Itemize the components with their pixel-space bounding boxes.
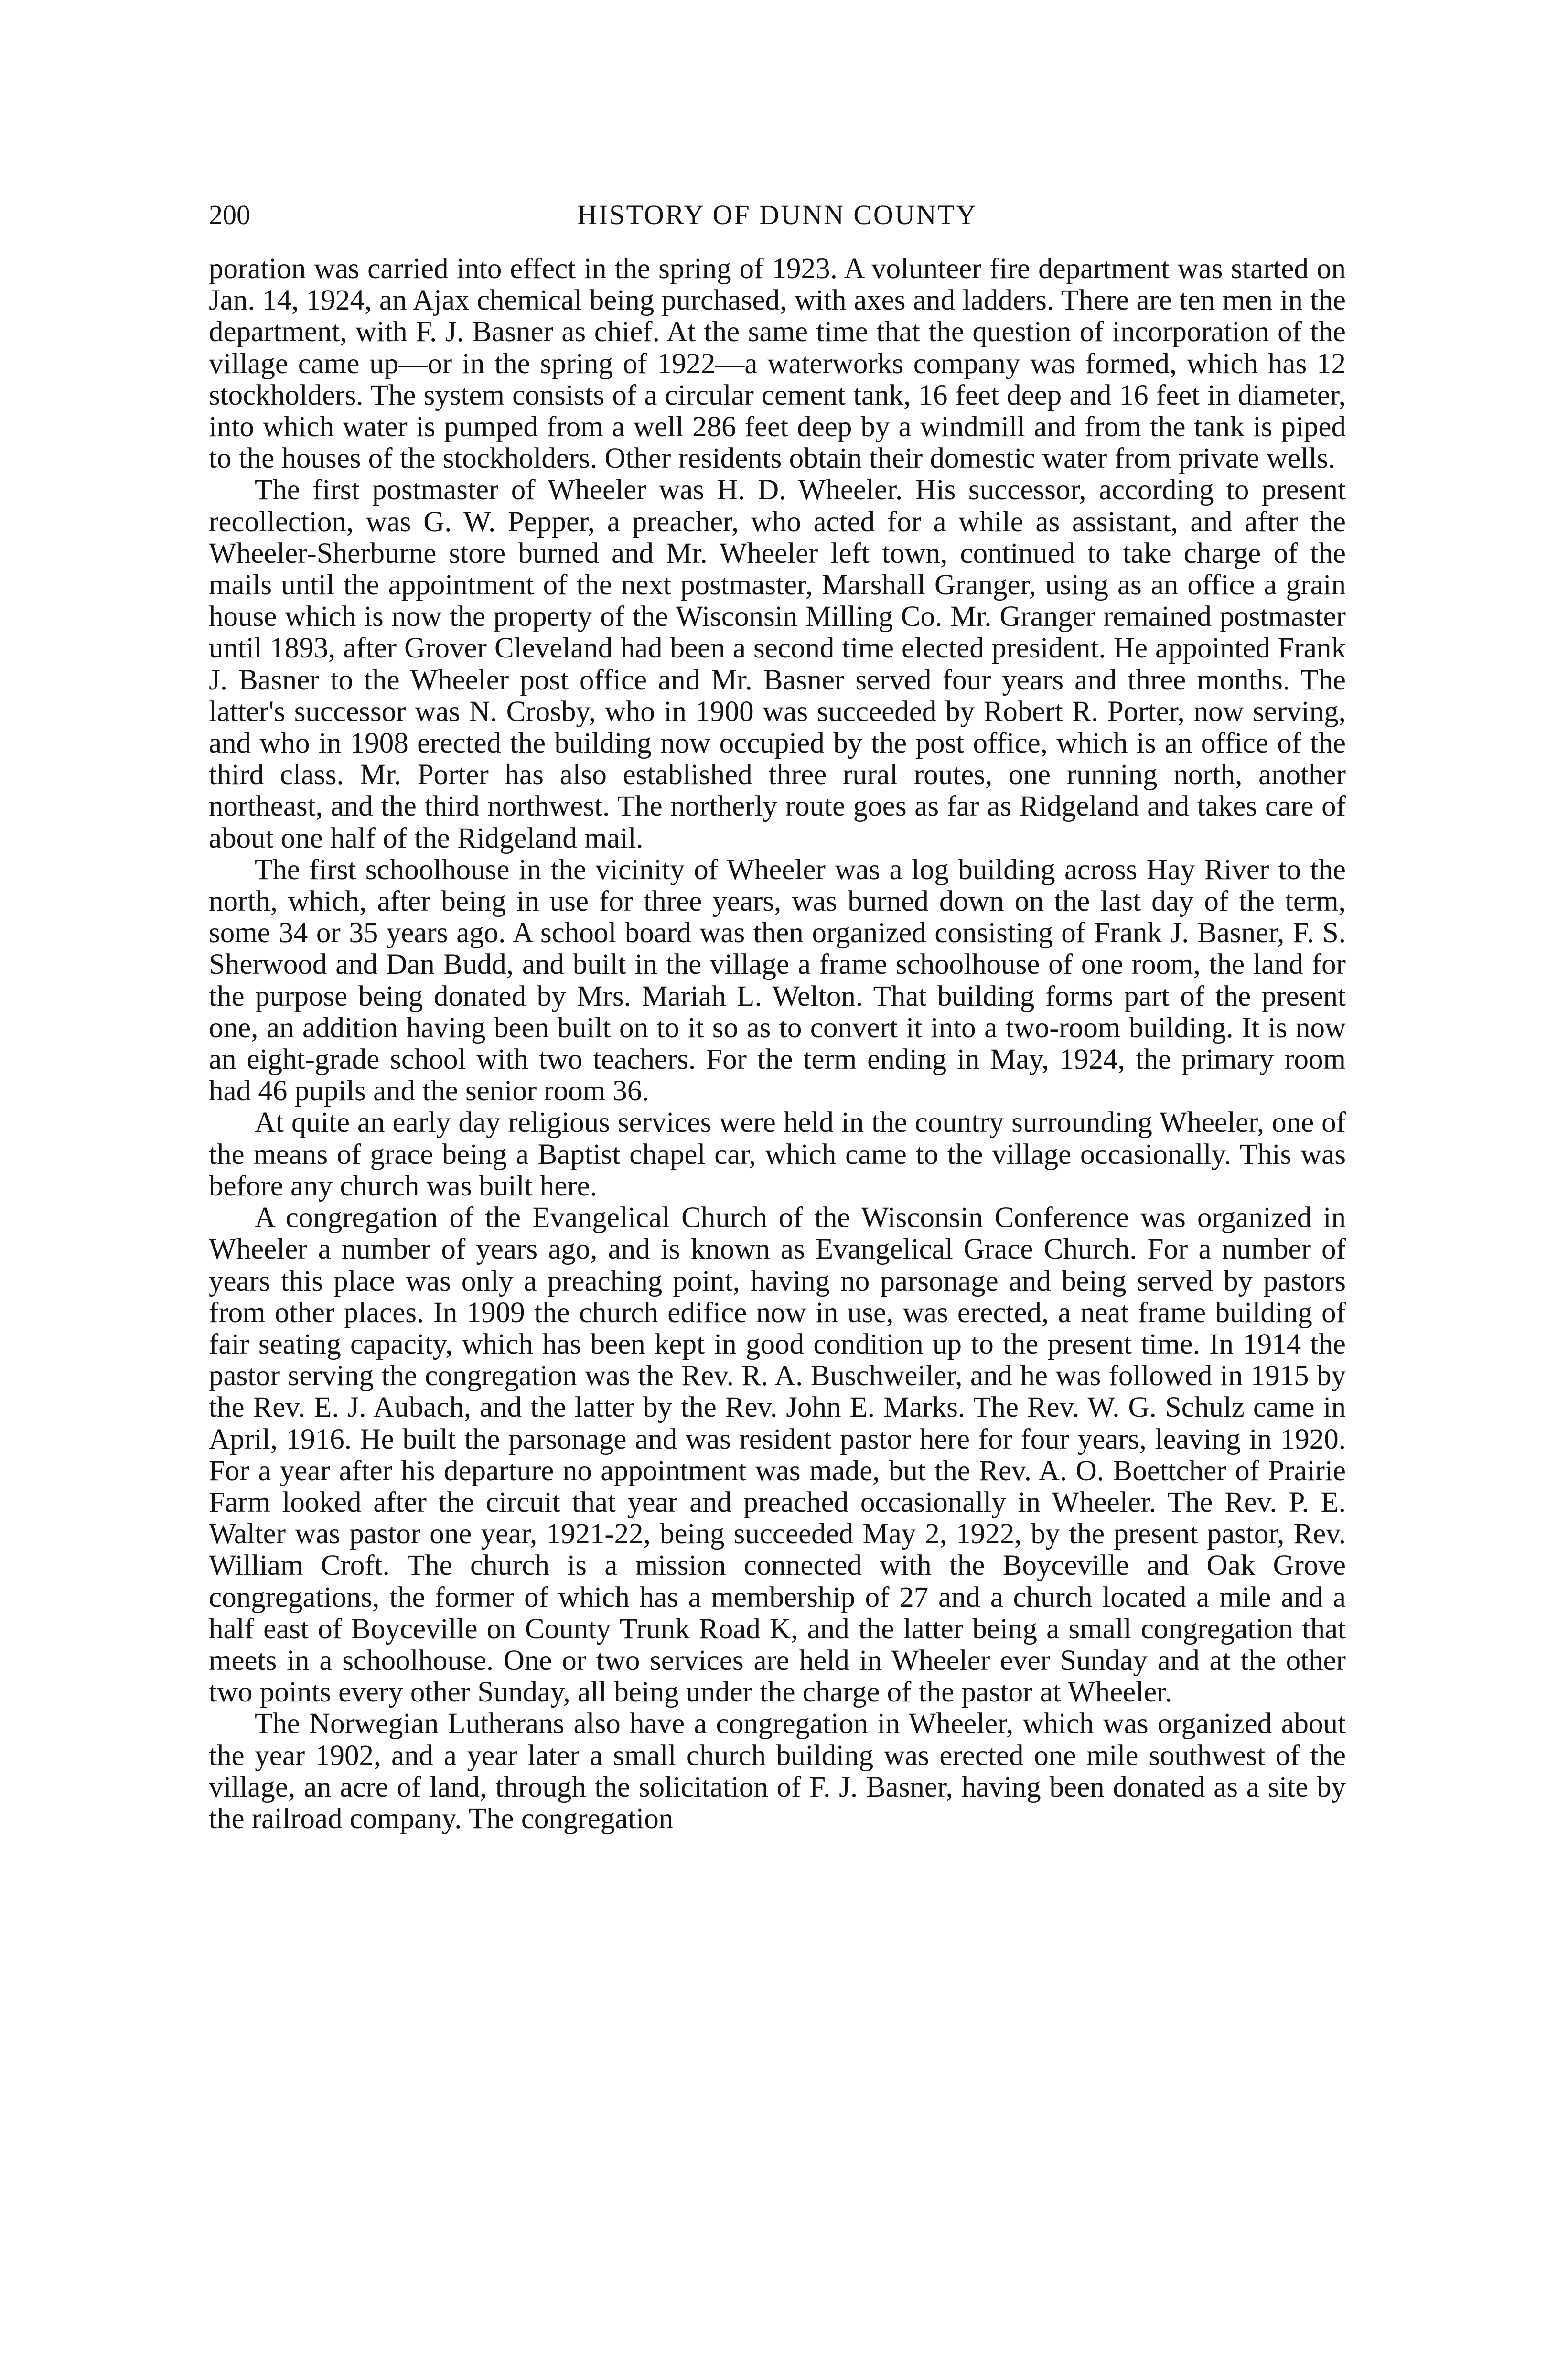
paragraph-schoolhouse: The first schoolhouse in the vicinity of Wheeler was a log building across Hay River to the north, which, after being in use for three years, was burned down on the last day of the term, some 34 or 35 years ago. A school board was then organized consisting of Frank J. Basner, F. S. Sherwood and Dan Budd, and built in the village a frame schoolhouse of one room, the land for the purpose being donated by Mrs. Mariah L. Welton. That building forms part of the present one, an addition having been built on to it so as to convert it into a two-room building. It is now an eight-grade school with two teachers. For the term ending in May, 1924, the primary room had 46 pupils and the senior room 36. bbox=[209, 853, 1346, 1108]
paragraph-early-religious-services: At quite an early day religious services were held in the country surrounding Wheeler, one of the means of grace being a Baptist chapel car, which came to the village occasionally. This was before any church was built here. bbox=[209, 1107, 1346, 1202]
page-number: 200 bbox=[209, 199, 250, 230]
running-head: HISTORY OF DUNN COUNTY bbox=[577, 199, 977, 230]
paragraph-evangelical-church: A congregation of the Evangelical Church of the Wisconsin Conference was organized in Wheeler a number of years ago, and is known as Evangelical Grace Church. For a number of years this place was only a preaching point, having no parsonage and being served by pastors from other places. In 1909 the church edifice now in use, was erected, a neat frame building of fair seating capacity, which has been kept in good condition up to the present time. In 1914 the pastor serving the congregation was the Rev. R. A. Buschweiler, and he was followed in 1915 by the Rev. E. J. Aubach, and the latter by the Rev. John E. Marks. The Rev. W. G. Schulz came in April, 1916. He built the parsonage and was resident pastor here for four years, leaving in 1920. For a year after his departure no appointment was made, but the Rev. A. O. Boettcher of Prairie Farm looked after the circuit that year and preached occasionally in Wheeler. The Rev. P. E. Walter was pastor one year, 1921-22, being succeeded May 2, 1922, by the present pastor, Rev. William Croft. The church is a mission connected with the Boyceville and Oak Grove congregations, the former of which has a membership of 27 and a church located a mile and a half east of Boyceville on County Trunk Road K, and the latter being a small congregation that meets in a schoolhouse. One or two services are held in Wheeler ever Sunday and at the other two points every other Sunday, all being under the charge of the pastor at Wheeler. bbox=[209, 1202, 1346, 1709]
paragraph-fire-and-waterworks: poration was carried into effect in the spring of 1923. A volunteer fire department was started on Jan. 14, 1924, an Ajax chemical being purchased, with axes and ladders. There are ten men in the department, with F. J. Basner as chief. At the same time that the question of incorporation of the village came up—or in the spring of 1922—a waterworks company was formed, which has 12 stockholders. The system consists of a circular cement tank, 16 feet deep and 16 feet in diameter, into which water is pumped from a well 286 feet deep by a windmill and from the tank is piped to the houses of the stockholders. Other residents obtain their domestic water from private wells. bbox=[209, 253, 1346, 475]
body-text bbox=[209, 253, 1346, 1835]
paragraph-postmasters: The first postmaster of Wheeler was H. D. Wheeler. His successor, according to present recollection, was G. W. Pepper, a preacher, who acted for a while as assistant, and after the Wheeler-Sherburne store burned and Mr. Wheeler left town, continued to take charge of the mails until the appointment of the next postmaster, Marshall Granger, using as an office a grain house which is now the property of the Wisconsin Milling Co. Mr. Granger remained postmaster until 1893, after Grover Cleveland had been a second time elected president. He appointed Frank J. Basner to the Wheeler post office and Mr. Basner served four years and three months. The latter's successor was N. Crosby, who in 1900 was succeeded by Robert R. Porter, now serving, and who in 1908 erected the building now occupied by the post office, which is an office of the third class. Mr. Porter has also established three rural routes, one running north, another northeast, and the third northwest. The northerly route goes as far as Ridgeland and takes care of about one half of the Ridgeland mail. bbox=[209, 474, 1346, 854]
page-header bbox=[209, 196, 1346, 234]
paragraph-norwegian-lutherans: The Norwegian Lutherans also have a congregation in Wheeler, which was organized about the year 1902, and a year later a small church building was erected one mile southwest of the village, an acre of land, through the solicitation of F. J. Basner, having been donated as a site by the railroad company. The congregation bbox=[209, 1708, 1346, 1835]
